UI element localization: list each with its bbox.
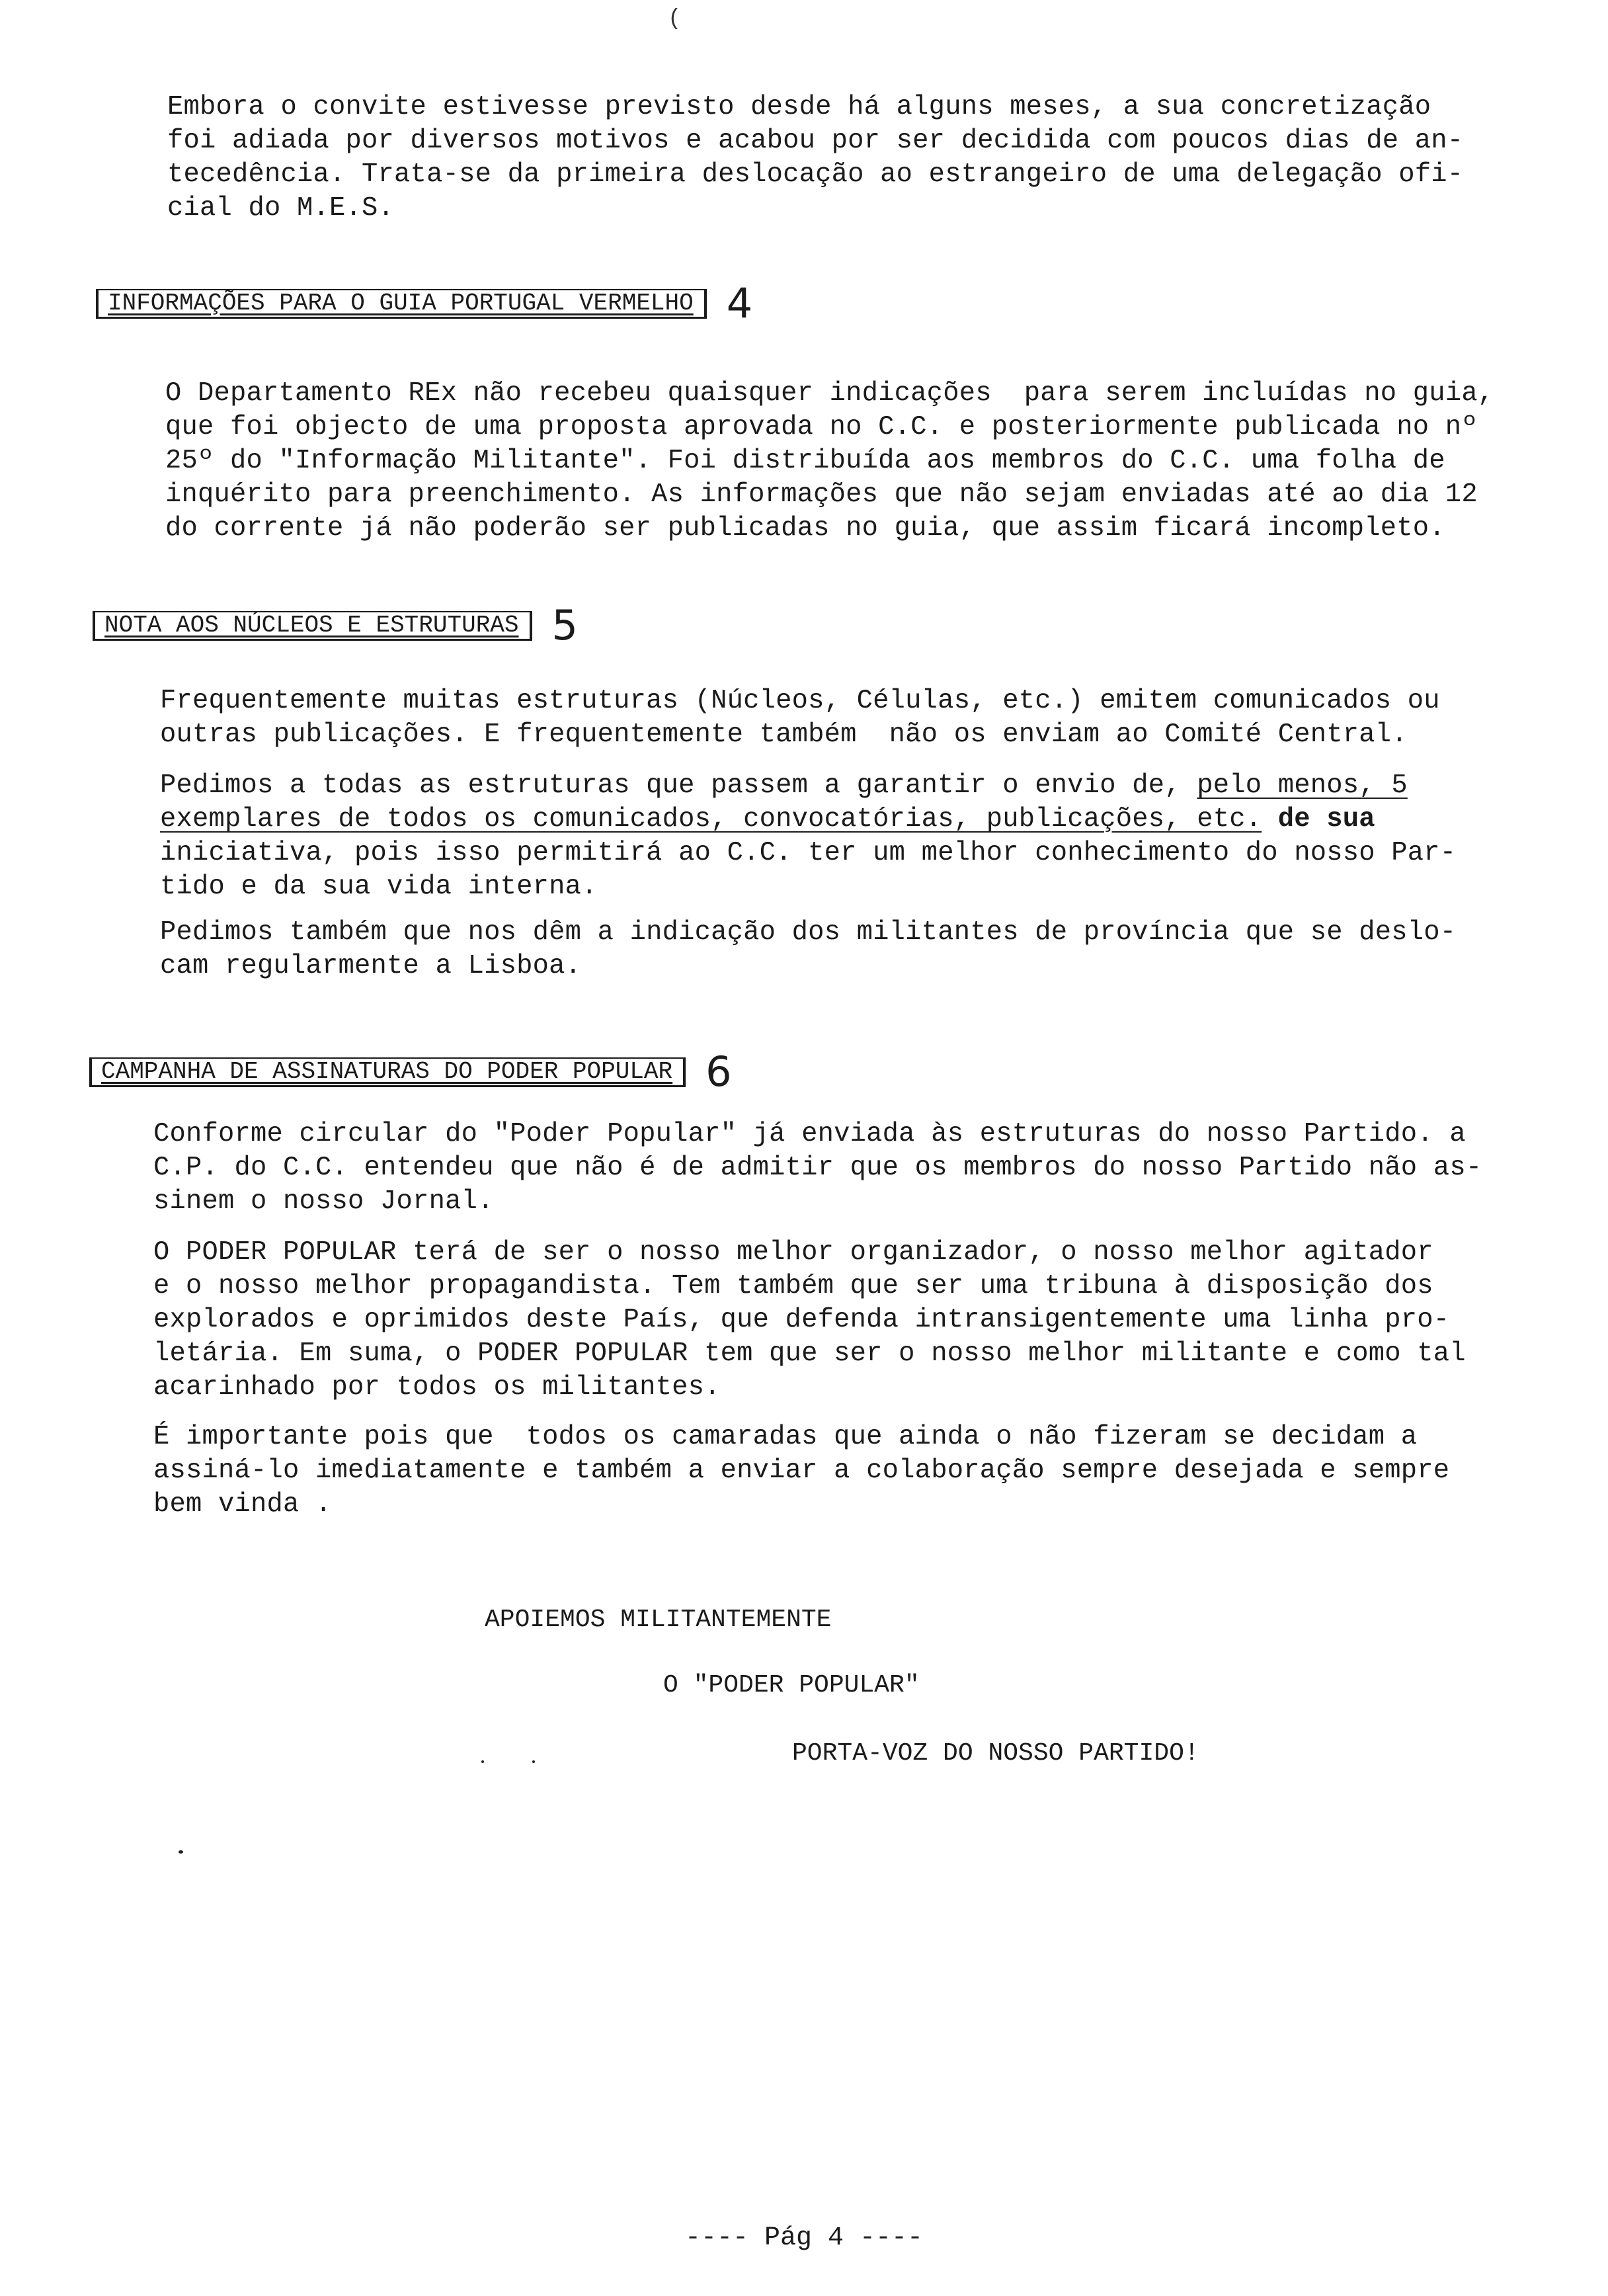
section-6-paragraph-3 <box>153 1420 1449 1522</box>
section-5-line: iniciativa, pois isso permitirá ao C.C. ter um melhor conhecimento do nosso Par- <box>160 838 1457 868</box>
section-6-line: bem vinda . <box>153 1489 332 1520</box>
intro-paragraph <box>167 91 1463 226</box>
section-4-line: inquérito para preenchimento. As informações que não sejam enviadas até ao dia 12 <box>165 479 1478 510</box>
section-5-underlined-text: pelo menos, 5 <box>1197 770 1408 801</box>
intro-line: cial do M.E.S. <box>167 193 395 224</box>
top-mark: ( <box>668 7 682 32</box>
ink-speck <box>179 1850 183 1854</box>
section-5-bold-text: de sua <box>1262 804 1375 835</box>
section-6-line: C.P. do C.C. entendeu que não é de admitir que os membros do nosso Partido não as- <box>153 1153 1482 1183</box>
section-5-underlined-text: exemplares de todos os comunicados, convocatórias, publicações, etc. <box>160 804 1262 835</box>
slogan-line-1: APOIEMOS MILITANTEMENTE <box>485 1606 832 1634</box>
ink-speck <box>532 1760 535 1763</box>
section-5-paragraph-2 <box>160 769 1456 904</box>
section-6-line: O PODER POPULAR terá de ser o nosso melhor organizador, o nosso melhor agitador <box>153 1237 1433 1268</box>
section-5-title: NOTA AOS NÚCLEOS E ESTRUTURAS <box>93 611 532 641</box>
section-6-number: 6 <box>705 1047 732 1096</box>
section-5-number: 5 <box>551 601 578 649</box>
section-4-line: que foi objecto de uma proposta aprovada no C.C. e posteriormente publicada no nº <box>165 412 1478 442</box>
section-5-line: Pedimos também que nos dêm a indicação dos militantes de província que se deslo- <box>160 917 1457 948</box>
slogan-line-2: O "PODER POPULAR" <box>663 1671 920 1700</box>
section-5-line: Pedimos a todas as estruturas que passem a garantir o envio de, <box>160 770 1197 801</box>
section-6-line: assiná-lo imediatamente e também a enviar a colaboração sempre desejada e sempre <box>153 1456 1450 1486</box>
section-6-line: acarinhado por todos os militantes. <box>153 1372 721 1403</box>
section-6-paragraph-1 <box>153 1118 1482 1219</box>
page-footer: ---- Pág 4 ---- <box>684 2223 924 2253</box>
section-4-heading <box>96 279 753 327</box>
intro-line: Embora o convite estivesse previsto desde há alguns meses, a sua concretização <box>167 92 1431 122</box>
section-4-line: 25º do "Informação Militante". Foi distribuída aos membros do C.C. uma folha de <box>165 446 1445 476</box>
section-6-line: Conforme circular do "Poder Popular" já enviada às estruturas do nosso Partido. a <box>153 1119 1466 1149</box>
section-5-line: cam regularmente a Lisboa. <box>160 951 582 981</box>
ink-speck <box>481 1760 484 1763</box>
section-5-heading <box>93 601 578 649</box>
section-6-line: explorados e oprimidos deste País, que defenda intransigentemente uma linha pro- <box>153 1305 1450 1335</box>
section-5-line: Frequentemente muitas estruturas (Núcleos, Células, etc.) emitem comunicados ou <box>160 686 1440 716</box>
section-6-line: letária. Em suma, o PODER POPULAR tem que ser o nosso melhor militante e como tal <box>153 1338 1466 1369</box>
section-5-line: tido e da sua vida interna. <box>160 872 598 902</box>
section-5-line: outras publicações. E frequentemente também não os enviam ao Comité Central. <box>160 719 1408 750</box>
section-6-line: É importante pois que todos os camaradas que ainda o não fizeram se decidam a <box>153 1422 1418 1452</box>
section-4-line: do corrente já não poderão ser publicadas no guia, que assim ficará incompleto. <box>165 513 1445 544</box>
section-4-title: INFORMAÇÕES PARA O GUIA PORTUGAL VERMELHO <box>96 289 707 319</box>
section-4-paragraph <box>165 377 1494 546</box>
section-4-number: 4 <box>726 279 753 327</box>
section-5-paragraph-3 <box>160 916 1456 983</box>
section-6-heading <box>89 1047 732 1096</box>
section-6-title: CAMPANHA DE ASSINATURAS DO PODER POPULAR <box>89 1057 686 1087</box>
intro-line: tecedência. Trata-se da primeira deslocação ao estrangeiro de uma delegação ofi- <box>167 159 1464 190</box>
section-6-paragraph-2 <box>153 1236 1466 1405</box>
section-4-line: O Departamento REx não recebeu quaisquer indicações para serem incluídas no guia, <box>165 378 1494 409</box>
section-6-line: e o nosso melhor propagandista. Tem também que ser uma tribuna à disposição dos <box>153 1271 1433 1301</box>
section-6-line: sinem o nosso Jornal. <box>153 1186 494 1217</box>
section-5-paragraph-1 <box>160 684 1440 752</box>
intro-line: foi adiada por diversos motivos e acabou por ser decidida com poucos dias de an- <box>167 126 1464 156</box>
slogan-line-3: PORTA-VOZ DO NOSSO PARTIDO! <box>792 1739 1199 1768</box>
